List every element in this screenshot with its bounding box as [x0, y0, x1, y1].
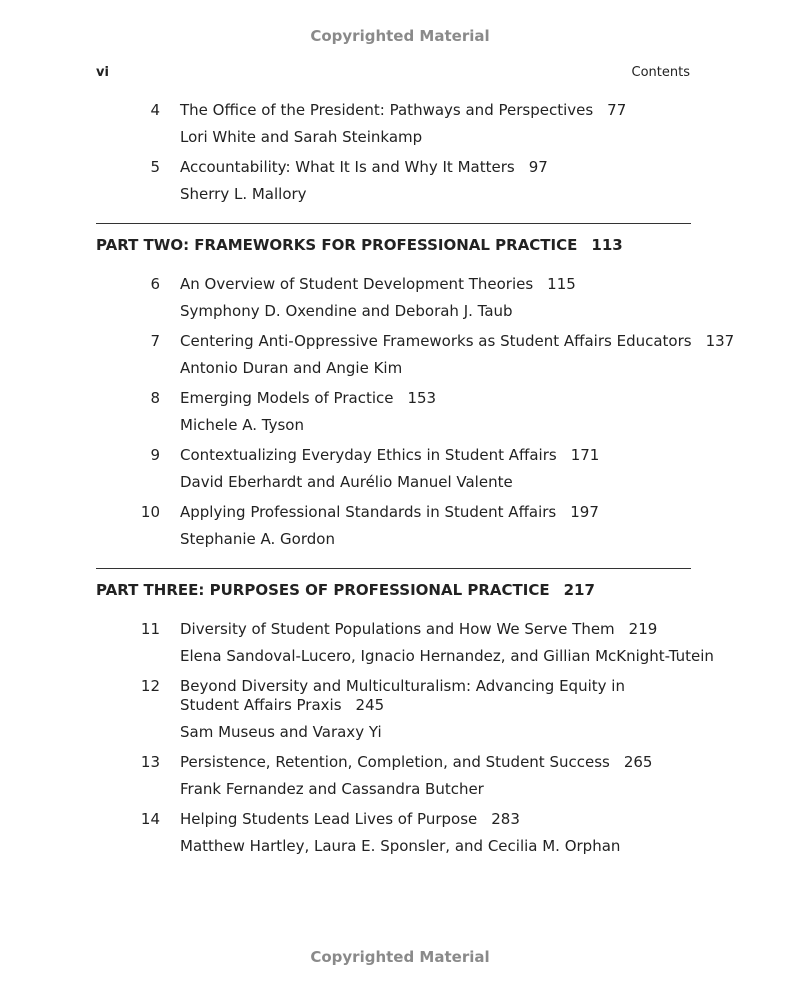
- section-rule: [96, 223, 691, 224]
- chapter-title-text: Applying Professional Standards in Student Affairs: [180, 503, 557, 521]
- chapter-authors: Antonio Duran and Angie Kim: [180, 359, 403, 377]
- chapter-page: 245: [355, 696, 385, 714]
- chapter-number: 8: [150, 389, 160, 407]
- chapter-title-text: The Office of the President: Pathways and Perspectives: [180, 101, 594, 119]
- chapter-title: [180, 753, 652, 771]
- chapter-page: 77: [607, 101, 627, 119]
- chapter-title: [180, 810, 520, 828]
- chapter-title: [180, 503, 599, 521]
- section-rule: [96, 568, 691, 569]
- part-title: PART THREE: PURPOSES OF PROFESSIONAL PRACTICE: [96, 581, 550, 599]
- chapter-number: 14: [140, 810, 160, 828]
- chapter-title: [180, 101, 626, 119]
- part-heading: [96, 581, 595, 599]
- chapter-number: 9: [150, 446, 160, 464]
- part-title: PART TWO: FRAMEWORKS FOR PROFESSIONAL PRACTICE: [96, 236, 578, 254]
- running-title: Contents: [631, 65, 690, 80]
- chapter-title: [180, 158, 548, 176]
- chapter-page: 153: [407, 389, 437, 407]
- chapter-authors: David Eberhardt and Aurélio Manuel Valente: [180, 473, 513, 491]
- chapter-number: 13: [140, 753, 160, 771]
- chapter-page: 115: [547, 275, 576, 293]
- chapter-title-text: Helping Students Lead Lives of Purpose: [180, 810, 478, 828]
- chapter-title: [180, 620, 657, 638]
- chapter-authors: Lori White and Sarah Steinkamp: [180, 128, 423, 146]
- chapter-title-text: Beyond Diversity and Multiculturalism: Advancing Equity in: [180, 677, 625, 695]
- chapter-authors: Michele A. Tyson: [180, 416, 304, 434]
- chapter-authors: Symphony D. Oxendine and Deborah J. Taub: [180, 302, 513, 320]
- chapter-title-text: Contextualizing Everyday Ethics in Student Affairs: [180, 446, 557, 464]
- chapter-number: 5: [150, 158, 160, 176]
- chapter-title: [180, 389, 436, 407]
- chapter-title-text: Diversity of Student Populations and How We Serve Them: [180, 620, 615, 638]
- chapter-page: 171: [570, 446, 600, 464]
- chapter-number: 6: [150, 275, 160, 293]
- chapter-authors: Matthew Hartley, Laura E. Sponsler, and Cecilia M. Orphan: [180, 837, 621, 855]
- chapter-title-text: Accountability: What It Is and Why It Matters: [180, 158, 515, 176]
- chapter-title-text: Centering Anti-Oppressive Frameworks as Student Affairs Educators: [180, 332, 692, 350]
- watermark-bottom: Copyrighted Material: [310, 948, 490, 966]
- chapter-title-text: Emerging Models of Practice: [180, 389, 394, 407]
- watermark-top: Copyrighted Material: [310, 27, 490, 45]
- part-page: 217: [563, 581, 595, 599]
- chapter-page: 137: [705, 332, 735, 350]
- chapter-authors: Elena Sandoval-Lucero, Ignacio Hernandez, and Gillian McKnight-Tutein: [180, 647, 714, 665]
- chapter-title: [180, 332, 734, 350]
- chapter-number: 7: [150, 332, 160, 350]
- chapter-page: 97: [528, 158, 548, 176]
- chapter-number: 4: [150, 101, 160, 119]
- chapter-number: 12: [140, 677, 160, 695]
- part-page: 113: [591, 236, 623, 254]
- chapter-title-text: Persistence, Retention, Completion, and Student Success: [180, 753, 610, 771]
- chapter-number: 11: [140, 620, 160, 638]
- chapter-title-text: An Overview of Student Development Theories: [180, 275, 534, 293]
- chapter-title: [180, 446, 599, 464]
- chapter-page: 283: [491, 810, 520, 828]
- chapter-number: 10: [140, 503, 160, 521]
- chapter-page: 197: [570, 503, 599, 521]
- part-heading: [96, 236, 623, 254]
- chapter-authors: Stephanie A. Gordon: [180, 530, 335, 548]
- page-number: vi: [96, 65, 109, 80]
- chapter-authors: Sam Museus and Varaxy Yi: [180, 723, 382, 741]
- chapter-title-line2: [180, 696, 384, 714]
- chapter-title-text: Student Affairs Praxis: [180, 696, 342, 714]
- chapter-title: [180, 677, 625, 695]
- chapter-page: 265: [623, 753, 653, 771]
- chapter-page: 219: [628, 620, 658, 638]
- chapter-authors: Sherry L. Mallory: [180, 185, 307, 203]
- chapter-authors: Frank Fernandez and Cassandra Butcher: [180, 780, 484, 798]
- chapter-title: [180, 275, 576, 293]
